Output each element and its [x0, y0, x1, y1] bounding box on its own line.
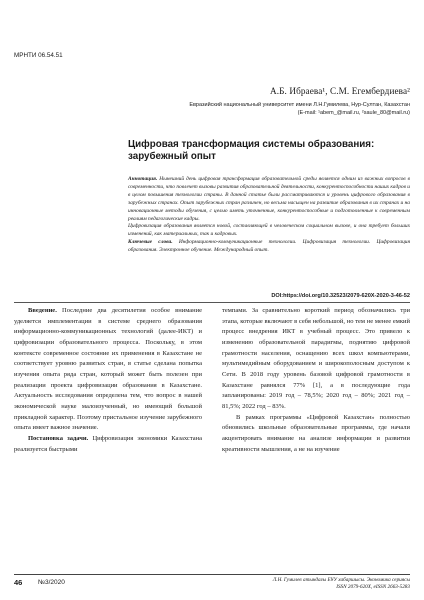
- intro-text: Последние два десятилетия особое внимание уделяется имплементации в системе среднего образования информационно-коммуникационных технологий (далее-ИКТ) и цифровизации образовательного процесса. Поскольку, в этом контексте современное состояние их применения в Казахстане не соответствует уровню развитых стран, в статье сделана попытка изучения опыта ряда стран, который может быть полезен при реализации проекта цифровизации образования в Казахстане. Актуальность исследования определена тем, что вопрос в нашей экономической науке малоизученный, но имеющий большой прикладной характер. Поэтому пристальное изучение зарубежного опыта имеет важное значение.: [14, 307, 202, 432]
- issue-number: №3/2020: [38, 579, 65, 586]
- journal-issn: ISSN 2079-620X, eISSN 2663-5283: [336, 584, 410, 591]
- body-column-left: [14, 306, 202, 455]
- abstract-label: Аннотация.: [128, 176, 158, 182]
- keywords-label: Ключевые слова.: [128, 239, 173, 246]
- doi-link[interactable]: DOI:https://doi.org/10.32523/2079-620X-2020-3-46-52: [271, 293, 410, 299]
- section-divider: [14, 302, 410, 303]
- abstract-paragraph: [128, 176, 410, 223]
- task-paragraph: [14, 434, 202, 455]
- page-number: 46: [14, 578, 23, 587]
- right-paragraph-2: В рамках программы «Цифровой Казахстан» полностью обновились школьные образовательные программы, где начали акцентировать внимание на анализе информации и развитии креативности мышления, а не на изучение: [222, 413, 410, 453]
- intro-paragraph: [14, 306, 202, 434]
- journal-name: Л.Н. Гумилев атындағы ЕҰУ хабаршысы. Экономика сериясы: [272, 577, 410, 583]
- affiliation-university: Евразийский национальный университет имени Л.Н.Гумилева, Нур-Султан, Казахстан: [189, 102, 410, 108]
- abstract-text-2: Цифровизация образования является новой, составляющей в человеческом социальном вызове, и она требует больших изменений, как материальных, так и кадровых.: [128, 223, 410, 238]
- article-authors: А.Б. Ибраева¹, С.М. Егембердиева²: [270, 86, 410, 96]
- author-affiliation: [110, 101, 410, 117]
- abstract-section: [128, 176, 410, 255]
- intro-label: Введение.: [28, 307, 57, 314]
- abstract-paragraph-2: [128, 223, 410, 239]
- article-title: Цифровая трансформация системы образования: зарубежный опыт: [128, 139, 375, 162]
- abstract-text: Нынешний день цифровая трансформация образовательной среды является одним из важных вопросов в современности, что повлечет вызовы развития образовательной деятельности, конкурентоспособности наших кадров и в целом повышения технологии страны. В данной статье были рассматриваются и уровень цифрового образования в зарубежных странах. Опыт зарубежных стран различен, но весьма насыщен на развитие образования в их странах и на инновационные методы обучения, с целью иметь уточненные, конкурентоспособные и подготовленные к современным реалиям педагогические кадры.: [128, 176, 410, 222]
- task-text: Цифровизация экономики Казахстана реализуется быстрыми: [14, 434, 202, 453]
- body-column-right: [222, 306, 410, 455]
- affiliation-emails: (E-mail: ¹abem_@mail.ru, ²saule_80@mail.ru): [297, 110, 410, 116]
- keywords-paragraph: [128, 239, 410, 255]
- keywords-text: Информационно-коммуникационные технологии. Цифровизация технологии. Цифровизация образования. Электронное обучение. Международный опыт.: [128, 239, 410, 254]
- journal-info: [190, 577, 410, 591]
- footer-divider: [14, 574, 410, 575]
- mrnti-code: МРНТИ 06.54.51: [14, 52, 63, 59]
- right-paragraph-1: темпами. За сравнительно короткий период обозначились три этапа, которые включают в себя небольшой, но тем не менее емкий процесс внедрения ИКТ в учебный процесс. Это привело к изменению образовательной парадигмы, поднятию цифровой грамотности населения, оснащению всех школ компьютерами, мультимедийным оборудованием и широкополосным доступом к Сети. В 2018 году уровень базовой цифровой грамотности в Казахстане равнялся 77% [1], а в последующие года запланированы: 2019 год – 78,5%; 2020 год – 80%; 2021 год – 81,5%; 2022 год – 83%.: [222, 307, 410, 410]
- task-label: Постановка задачи.: [28, 434, 89, 442]
